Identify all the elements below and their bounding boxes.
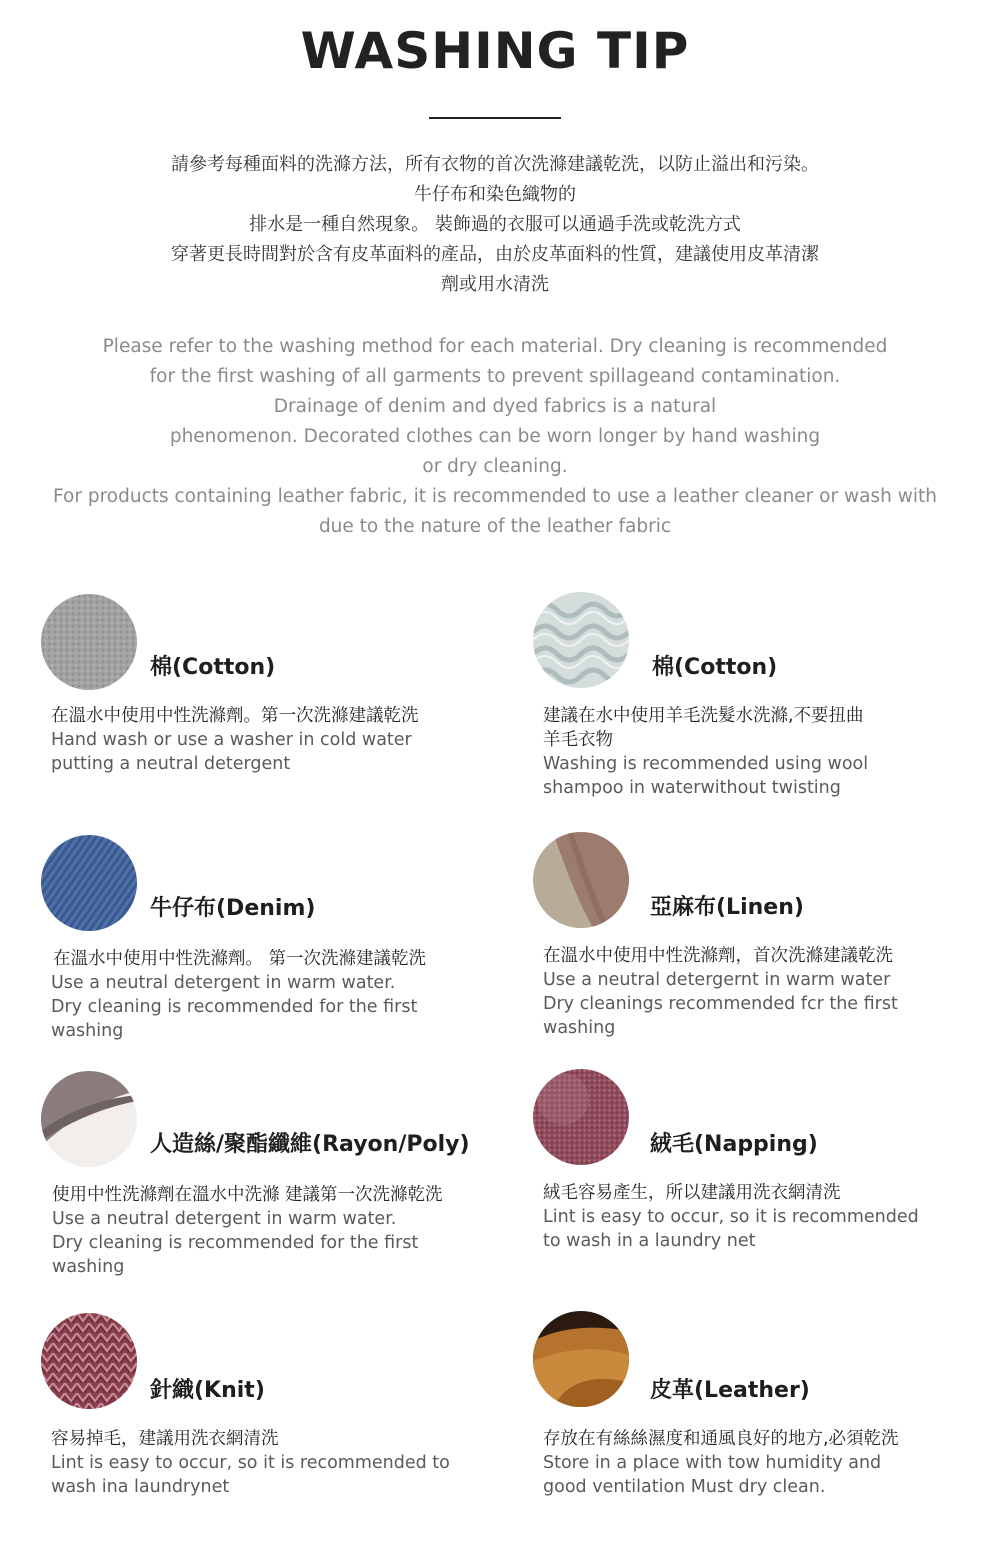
care-en-line: washing <box>52 1257 125 1277</box>
care-en-line: Store in a place with tow humidity and <box>543 1453 882 1473</box>
care-en-text <box>543 752 983 800</box>
fabric-card-knit <box>41 1313 491 1533</box>
care-zh-line: 使用中性洗滌劑在溫水中洗滌 建議第一次洗滌乾洗 <box>52 1185 443 1205</box>
care-en-line: Hand wash or use a washer in cold water <box>51 730 412 750</box>
care-zh-line: 容易掉毛，建議用洗衣網清洗 <box>51 1429 279 1449</box>
care-en-line: Lint is easy to occur, so it is recommended <box>543 1207 919 1227</box>
fabric-card-leather <box>533 1311 983 1531</box>
fabric-name: 亞麻布(Linen) <box>650 895 804 920</box>
intro-zh-line: 劑或用水清洗 <box>441 274 549 295</box>
care-en-line: Washing is recommended using wool <box>543 754 869 774</box>
fabric-card-cotton <box>41 594 491 814</box>
linen-swatch-icon <box>533 832 629 928</box>
care-zh-line: 存放在有絲絲濕度和通風良好的地方,必須乾洗 <box>543 1429 899 1449</box>
fabric-name: 皮革(Leather) <box>650 1378 810 1403</box>
care-instructions <box>53 947 493 1043</box>
fabric-name: 針織(Knit) <box>150 1378 265 1403</box>
fabric-card-linen <box>533 832 983 1052</box>
intro-en-line: due to the nature of the leather fabric <box>318 516 672 537</box>
care-en-text <box>52 1207 492 1279</box>
care-en-text <box>543 1451 983 1499</box>
fabric-name: 絨毛(Napping) <box>650 1132 818 1157</box>
care-instructions <box>52 1183 492 1279</box>
care-en-text <box>51 728 491 776</box>
page-title: WASHING TIP <box>300 22 690 80</box>
intro-zh-line: 排水是一種自然現象。 裝飾過的衣服可以通過手洗或乾洗方式 <box>249 214 741 235</box>
intro-chinese <box>60 150 930 300</box>
fabric-card-wool <box>533 592 983 812</box>
intro-zh-line: 牛仔布和染色織物的 <box>414 184 576 205</box>
fabric-card-rayon-poly <box>41 1071 491 1291</box>
fabric-name: 棉(Cotton) <box>652 655 778 680</box>
care-en-line: wash ina laundrynet <box>51 1477 230 1497</box>
care-instructions <box>543 944 983 1040</box>
care-en-line: Use a neutral detergent in warm water. <box>51 973 396 993</box>
care-en-line: washing <box>543 1018 616 1038</box>
fabric-card-napping <box>533 1069 983 1289</box>
fabric-name: 棉(Cotton) <box>150 655 276 680</box>
knit-swatch-icon <box>41 1313 137 1409</box>
care-zh-line: 在溫水中使用中性洗滌劑。 第一次洗滌建議乾洗 <box>53 949 427 969</box>
care-en-line: Use a neutral detergernt in warm water <box>543 970 891 990</box>
intro-en-line: Drainage of denim and dyed fabrics is a natural <box>273 396 717 417</box>
care-instructions <box>543 1181 983 1253</box>
care-en-line: to wash in a laundry net <box>543 1231 756 1251</box>
care-zh-line: 建議在水中使用羊毛洗髮水洗滌,不要扭曲 <box>543 706 864 726</box>
title-divider <box>429 117 561 119</box>
care-en-line: Dry cleaning is recommended for the first <box>51 997 418 1017</box>
care-instructions <box>51 704 491 776</box>
care-zh-line: 在溫水中使用中性洗滌劑。第一次洗滌建議乾洗 <box>51 706 419 726</box>
fabric-name: 人造絲/聚酯纖維(Rayon/Poly) <box>150 1132 470 1157</box>
intro-en-line: Please refer to the washing method for each material. Dry cleaning is recommended <box>102 336 888 357</box>
care-en-line: washing <box>51 1021 124 1041</box>
care-en-line: Lint is easy to occur, so it is recommended to <box>51 1453 450 1473</box>
napping-swatch-icon <box>533 1069 629 1165</box>
care-zh-line: 羊毛衣物 <box>543 730 613 750</box>
care-en-line: shampoo in waterwithout twisting <box>543 778 841 798</box>
intro-en-line: phenomenon. Decorated clothes can be worn longer by hand washing <box>169 426 821 447</box>
care-instructions <box>543 704 983 800</box>
care-en-line: putting a neutral detergent <box>51 754 291 774</box>
denim-swatch-icon <box>41 835 137 931</box>
fabric-card-denim <box>41 835 491 1055</box>
care-instructions <box>51 1427 491 1499</box>
care-en-line: Dry cleanings recommended fcr the first <box>543 994 898 1014</box>
care-zh-line: 絨毛容易產生，所以建議用洗衣網清洗 <box>543 1183 841 1203</box>
care-en-text <box>51 1451 491 1499</box>
care-en-line: Dry cleaning is recommended for the first <box>52 1233 419 1253</box>
intro-english <box>40 332 950 542</box>
fabric-name: 牛仔布(Denim) <box>150 896 316 921</box>
leather-swatch-icon <box>533 1311 629 1407</box>
intro-en-line: or dry cleaning. <box>422 456 568 477</box>
care-zh-line: 在溫水中使用中性洗滌劑，首次洗滌建議乾洗 <box>543 946 893 966</box>
care-instructions <box>543 1427 983 1499</box>
care-en-text <box>543 1205 983 1253</box>
care-en-line: Use a neutral detergent in warm water. <box>52 1209 397 1229</box>
intro-en-line: for the first washing of all garments to prevent spillageand contamination. <box>149 366 841 387</box>
care-en-line: good ventilation Must dry clean. <box>543 1477 826 1497</box>
care-en-text <box>543 968 983 1040</box>
wool-knit-swatch-icon <box>533 592 629 688</box>
rayon-poly-swatch-icon <box>41 1071 137 1167</box>
care-en-text <box>51 971 493 1043</box>
intro-zh-line: 穿著更長時間對於含有皮革面料的產品，由於皮革面料的性質，建議使用皮革清潔 <box>171 244 819 265</box>
intro-en-line: For products containing leather fabric, it is recommended to use a leather cleaner or wash with <box>53 486 937 507</box>
intro-zh-line: 請參考每種面料的洗滌方法，所有衣物的首次洗滌建議乾洗，以防止溢出和污染。 <box>171 154 819 175</box>
cotton-knit-swatch-icon <box>41 594 137 690</box>
